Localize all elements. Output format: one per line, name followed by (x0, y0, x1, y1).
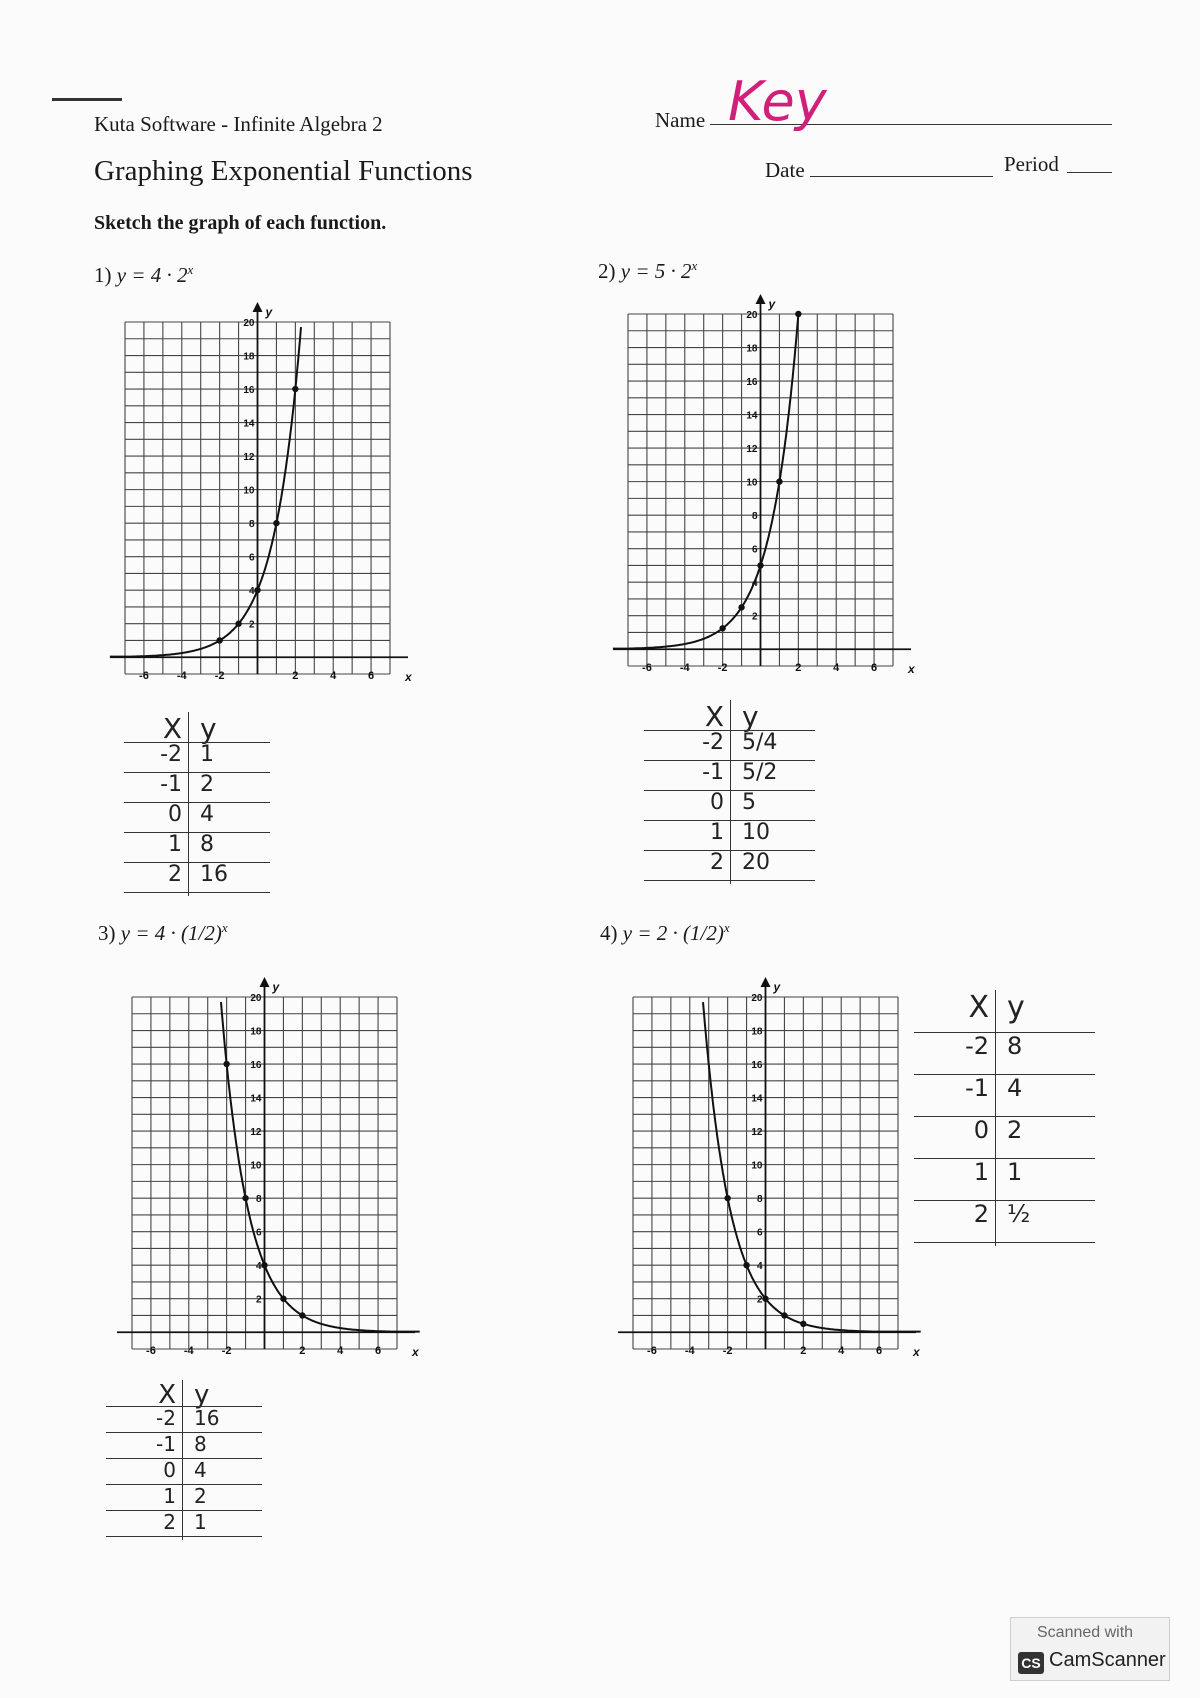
x-tick-label: 6 (876, 1345, 883, 1358)
table-cell-y: 20 (742, 850, 770, 875)
period-label: Period (1004, 152, 1059, 176)
camscanner-logo-icon: CS (1018, 1652, 1044, 1674)
y-tick-label: 14 (751, 1093, 763, 1105)
table-cell-y: 16 (200, 862, 228, 887)
x-tick-label: 2 (795, 662, 802, 675)
watermark-caption: Scanned with (1037, 1624, 1134, 1641)
y-axis-arrow-icon (756, 294, 766, 304)
x-tick-label: 2 (800, 1345, 807, 1358)
x-tick-label: -6 (139, 670, 149, 683)
table-cell-y: 1 (1007, 1158, 1023, 1186)
problem-number: 2) (598, 259, 616, 283)
y-tick-label: 2 (756, 1294, 763, 1306)
y-tick-label: 10 (243, 485, 255, 497)
x-axis-label: x (405, 670, 412, 685)
table-cell-y: 4 (194, 1458, 207, 1482)
table-header-x: X (162, 712, 182, 745)
data-point (299, 1312, 305, 1318)
y-tick-label: 6 (756, 1227, 763, 1239)
table-cell-x: 1 (168, 832, 182, 857)
table-cell-x: 1 (710, 820, 724, 845)
data-point (273, 520, 279, 526)
table-cell-x: 0 (710, 790, 724, 815)
table-cell-x: 0 (168, 802, 182, 827)
table-cell-y: 4 (200, 802, 214, 827)
x-tick-label: -4 (183, 1345, 194, 1358)
y-axis-label: y (768, 297, 776, 311)
data-point (280, 1296, 286, 1302)
x-tick-label: -2 (214, 670, 225, 683)
data-point (223, 1061, 229, 1067)
table-header-x: X (158, 1380, 176, 1410)
x-tick-label: -6 (642, 662, 652, 675)
table-cell-y: 2 (194, 1484, 207, 1508)
y-tick-label: 4 (756, 1261, 763, 1273)
problem-exponent: x (723, 920, 730, 935)
y-tick-label: 14 (250, 1093, 262, 1105)
table-cell-x: 2 (710, 850, 724, 875)
table-cell-y: 5 (742, 790, 756, 815)
y-tick-label: 14 (243, 418, 255, 430)
data-point (757, 562, 763, 568)
table-header-y: y (200, 712, 217, 745)
data-point (254, 587, 260, 593)
table-cell-x: -1 (702, 760, 724, 785)
xy-table-4 (920, 990, 1095, 1248)
table-row-line (106, 1536, 262, 1537)
y-tick-label: 12 (746, 444, 758, 456)
x-tick-label: 6 (368, 670, 375, 683)
graph-1 (110, 302, 413, 684)
table-cell-x: -2 (156, 1406, 176, 1430)
table-header-y: y (742, 700, 759, 733)
y-tick-label: 4 (751, 578, 758, 590)
problem-exponent: x (691, 258, 698, 273)
y-tick-label: 20 (250, 993, 262, 1004)
table-cell-x: -1 (156, 1432, 176, 1456)
y-tick-label: 16 (250, 1060, 262, 1072)
publisher-line: Kuta Software - Infinite Algebra 2 (94, 112, 383, 136)
xy-table-2 (650, 700, 815, 886)
table-row-line (914, 1242, 1095, 1243)
data-point (776, 478, 782, 484)
y-tick-label: 8 (248, 519, 255, 531)
instructions: Sketch the graph of each function. (94, 212, 387, 234)
y-tick-label: 20 (243, 318, 255, 329)
y-tick-label: 12 (243, 452, 255, 464)
y-tick-label: 16 (243, 385, 255, 397)
data-point (724, 1195, 730, 1201)
problem-equation: y = 4 · 2 (116, 263, 188, 287)
data-point (781, 1312, 787, 1318)
y-tick-label: 10 (746, 477, 758, 489)
table-cell-x: -1 (160, 772, 182, 797)
problem-exponent: x (221, 920, 228, 935)
name-value: Key (728, 70, 827, 133)
x-tick-label: 4 (337, 1345, 344, 1358)
y-axis-label: y (265, 305, 273, 319)
graph-3 (117, 977, 420, 1359)
name-label: Name (655, 108, 706, 132)
data-point (762, 1296, 768, 1302)
y-tick-label: 2 (751, 611, 758, 623)
x-tick-label: 4 (838, 1345, 845, 1358)
table-divider (182, 1380, 183, 1540)
table-cell-y: 5/2 (742, 760, 778, 785)
y-tick-label: 16 (746, 377, 758, 389)
x-tick-label: 6 (375, 1345, 382, 1358)
table-header-y: y (194, 1380, 210, 1410)
table-cell-y: ½ (1007, 1200, 1031, 1228)
y-tick-label: 20 (751, 993, 763, 1004)
y-tick-label: 18 (751, 1026, 763, 1038)
problem-equation: y = 2 · (1/2) (622, 921, 724, 945)
table-divider (995, 990, 996, 1246)
y-tick-label: 18 (243, 351, 255, 363)
y-tick-label: 12 (751, 1127, 763, 1139)
y-tick-label: 8 (751, 511, 758, 523)
table-header-x: X (968, 990, 989, 1025)
problem-equation: y = 5 · 2 (620, 259, 692, 283)
table-cell-x: 0 (163, 1458, 176, 1482)
x-tick-label: -2 (722, 1345, 733, 1358)
y-tick-label: 6 (248, 552, 255, 564)
xy-table-3 (112, 1380, 262, 1542)
y-tick-label: 2 (248, 619, 255, 631)
table-cell-y: 8 (200, 832, 214, 857)
date-label: Date (765, 158, 805, 182)
x-tick-label: 2 (299, 1345, 306, 1358)
table-cell-y: 8 (1007, 1032, 1023, 1060)
y-tick-label: 18 (746, 343, 758, 355)
y-tick-label: 8 (756, 1194, 763, 1206)
x-axis-label: x (412, 1345, 419, 1360)
data-point (795, 311, 801, 317)
y-tick-label: 14 (746, 410, 758, 422)
worksheet-title: Graphing Exponential Functions (94, 155, 473, 187)
table-cell-y: 2 (1007, 1116, 1023, 1144)
y-tick-label: 6 (751, 544, 758, 556)
table-cell-y: 1 (194, 1510, 207, 1534)
data-point (292, 386, 298, 392)
problem-equation: y = 4 · (1/2) (120, 921, 222, 945)
table-cell-x: 0 (973, 1116, 989, 1144)
y-tick-label: 10 (751, 1160, 763, 1172)
x-tick-label: 6 (871, 662, 878, 675)
table-cell-x: -2 (702, 730, 724, 755)
table-cell-y: 4 (1007, 1074, 1023, 1102)
x-axis-label: x (913, 1345, 920, 1360)
table-row-line (124, 892, 270, 893)
y-tick-label: 4 (248, 586, 255, 598)
y-tick-label: 10 (250, 1160, 262, 1172)
table-header-x: X (704, 700, 724, 733)
table-cell-x: 2 (168, 862, 182, 887)
table-cell-x: 1 (973, 1158, 989, 1186)
x-tick-label: -6 (146, 1345, 156, 1358)
y-axis-arrow-icon (761, 977, 771, 987)
data-point (738, 604, 744, 610)
problem-exponent: x (187, 262, 194, 277)
problem-number: 1) (94, 263, 112, 287)
y-axis-arrow-icon (260, 977, 270, 987)
graph-4 (618, 977, 921, 1359)
table-cell-y: 10 (742, 820, 770, 845)
table-cell-y: 1 (200, 742, 214, 767)
table-cell-y: 2 (200, 772, 214, 797)
y-tick-label: 12 (250, 1127, 262, 1139)
x-tick-label: -6 (647, 1345, 657, 1358)
table-cell-y: 8 (194, 1432, 207, 1456)
y-tick-label: 4 (255, 1261, 262, 1273)
problem-number: 3) (98, 921, 116, 945)
table-divider (730, 700, 731, 884)
table-cell-x: -1 (965, 1074, 989, 1102)
y-tick-label: 6 (255, 1227, 262, 1239)
y-tick-label: 8 (255, 1194, 262, 1206)
x-tick-label: -4 (684, 1345, 695, 1358)
table-cell-x: -2 (965, 1032, 989, 1060)
data-point (743, 1262, 749, 1268)
table-cell-x: 2 (973, 1200, 989, 1228)
x-tick-label: -4 (176, 670, 187, 683)
table-row-line (644, 880, 815, 881)
x-tick-label: 4 (330, 670, 337, 683)
x-tick-label: -2 (221, 1345, 232, 1358)
data-point (235, 621, 241, 627)
x-axis-label: x (908, 662, 915, 677)
data-point (261, 1262, 267, 1268)
table-cell-y: 5/4 (742, 730, 778, 755)
x-tick-label: 4 (833, 662, 840, 675)
y-axis-arrow-icon (253, 302, 263, 312)
y-tick-label: 18 (250, 1026, 262, 1038)
x-tick-label: 2 (292, 670, 299, 683)
graph-2 (613, 294, 916, 676)
data-point (800, 1321, 806, 1327)
table-header-y: y (1007, 990, 1025, 1025)
data-point (719, 625, 725, 631)
xy-table-1 (130, 712, 270, 898)
watermark-brand: CamScanner (1049, 1649, 1166, 1671)
scanner-watermark (1010, 1617, 1170, 1681)
y-axis-label: y (272, 980, 280, 994)
table-cell-y: 16 (194, 1406, 220, 1430)
table-cell-x: 2 (163, 1510, 176, 1534)
table-cell-x: 1 (163, 1484, 176, 1508)
data-point (216, 637, 222, 643)
y-axis-label: y (773, 980, 781, 994)
problem-number: 4) (600, 921, 618, 945)
y-tick-label: 20 (746, 310, 758, 321)
y-tick-label: 2 (255, 1294, 262, 1306)
data-point (242, 1195, 248, 1201)
table-divider (188, 712, 189, 896)
table-cell-x: -2 (160, 742, 182, 767)
x-tick-label: -4 (679, 662, 690, 675)
y-tick-label: 16 (751, 1060, 763, 1072)
x-tick-label: -2 (717, 662, 728, 675)
